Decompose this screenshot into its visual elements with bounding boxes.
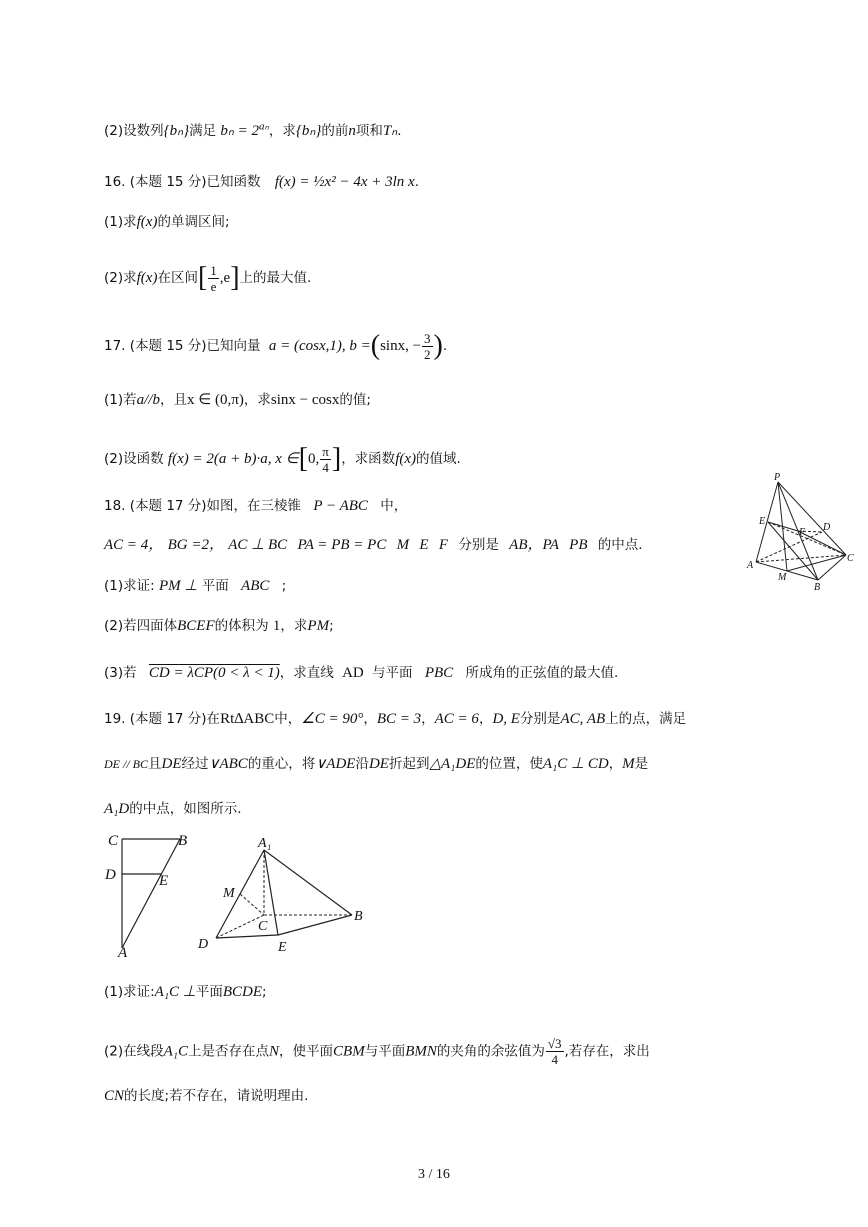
right-triangle-figure: [100, 826, 200, 958]
question-19-part2: (2)在线段A₁C上是否存在点N，使平面CBM与平面BMN的夹角的余弦值为 $\frac{√3}{4}$ ,若存在，求出: [104, 1036, 650, 1067]
question-19-cont2: A₁D的中点，如图所示.: [104, 801, 242, 817]
question-19-cont: DE // BC且DE经过∨ABC的重心，将∨ADE沿DE折起到△A₁DE的位置，使A₁C ⊥ CD，M是: [104, 756, 649, 772]
question-19-part1: (1)求证:A₁C ⊥平面BCDE;: [104, 984, 267, 1000]
fig3-label-e: E: [278, 940, 287, 955]
fig1-label-a: A: [747, 560, 754, 571]
question-17: 17. (本题 15 分)已知向量 a = (cosx,1), b =(sinx, − $\frac{3}{2}$ ).: [104, 330, 448, 362]
question-16-part1: (1)求f(x)的单调区间;: [104, 214, 230, 230]
question-18-conditions: AC = 4， BG =2， AC ⊥ BC PA = PB = PC M E F 分别是 AB，PA PB 的中点.: [104, 537, 643, 553]
q15-part2: (2)设数列{bₙ}满足 $b_n = 2^{a_n}$，求{bₙ}的前n项和Tₙ.: [104, 120, 402, 139]
fig2-label-b: B: [178, 833, 188, 849]
question-18: 18. (本题 17 分)如图，在三棱锥 P − ABC 中，: [104, 498, 408, 514]
fig1-label-f: F: [799, 527, 806, 538]
fig3-label-m: M: [223, 886, 235, 901]
seq-b: {bₙ}: [163, 123, 190, 139]
question-18-part3: (3)若 CD = λCP(0 < λ < 1)，求直线 AD 与平面 PBC 所成角的正弦值的最大值.: [104, 665, 619, 681]
page-number: 3 / 16: [418, 1167, 450, 1182]
question-19: 19. (本题 17 分)在Rt∆ABC中，∠C = 90°，BC = 3，AC = 6，D, E分别是AC, AB上的点，满足: [104, 711, 687, 727]
fig1-label-b: B: [814, 582, 821, 593]
fig1-label-m: M: [778, 572, 787, 583]
question-16-part2: (2)求f(x)在区间[ $\frac{1}{e}$ ,e]上的最大值.: [104, 262, 312, 294]
fig1-label-c: C: [847, 553, 854, 564]
fig1-label-p: P: [774, 472, 781, 483]
fig3-label-b: B: [354, 909, 363, 924]
fig2-label-a: A: [118, 945, 128, 958]
question-17-part1: (1)若a//b，且x ∈ (0,π)，求sinx − cosx的值;: [104, 392, 371, 408]
question-16: 16. (本题 15 分)已知函数 f(x) = ½x² − 4x + 3ln x.: [104, 174, 419, 190]
folded-pyramid-figure: [194, 830, 374, 958]
question-18-part2: (2)若四面体BCEF的体积为 1，求PM;: [104, 618, 334, 634]
question-19-part2-cont: CN的长度;若不存在，请说明理由.: [104, 1088, 309, 1104]
question-18-part1: (1)求证: PM ⊥ 平面 ABC ;: [104, 578, 287, 594]
fig1-label-d: D: [823, 522, 831, 533]
fig3-label-d: D: [198, 937, 209, 952]
fig2-label-d: D: [105, 867, 116, 883]
question-17-part2: (2)设函数 f(x) = 2(a + b)·a, x ∈[0, $\frac{\pi}{4}$ ]，求函数f(x)的值域.: [104, 443, 461, 475]
fig3-label-c: C: [258, 919, 268, 934]
fig3-label-a1: A₁: [258, 836, 272, 851]
fig2-label-c: C: [108, 833, 119, 849]
tetrahedron-figure: [742, 470, 860, 596]
fig2-label-e: E: [159, 873, 169, 889]
fig1-label-e: E: [759, 516, 766, 527]
